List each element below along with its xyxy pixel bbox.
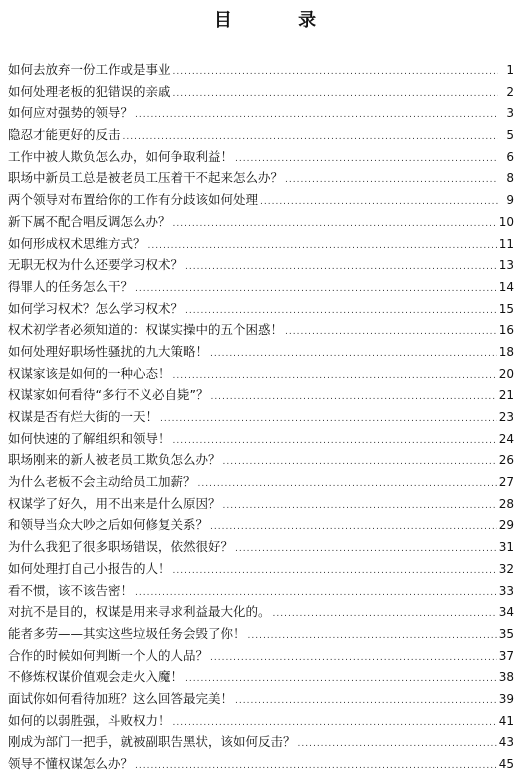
toc-entry[interactable] (8, 124, 514, 146)
dot-leader (285, 170, 498, 192)
toc-entry-title[interactable]: 合作的时候如何判断一个人的人品？ (8, 647, 209, 663)
toc-entry[interactable] (8, 666, 514, 688)
toc-entry-title[interactable]: 面试你如何看待加班？这么回答最完美！ (8, 690, 234, 706)
toc-entry-page-number[interactable]: 14 (498, 279, 514, 294)
toc-entry-page-number[interactable]: 31 (498, 540, 514, 555)
dot-leader (235, 691, 497, 713)
toc-entry-page-number[interactable]: 26 (498, 453, 514, 468)
toc-entry-title[interactable]: 权术初学者必须知道的：权谋实操中的五个困惑！ (8, 322, 284, 338)
toc-entry-page-number[interactable]: 28 (498, 496, 514, 511)
dot-leader (148, 236, 497, 258)
toc-entry-title[interactable]: 隐忍才能更好的反击 (8, 127, 121, 143)
toc-entry[interactable] (8, 428, 514, 450)
toc-entry[interactable] (8, 189, 514, 211)
toc-entry[interactable] (8, 254, 514, 276)
toc-entry[interactable] (8, 363, 514, 385)
toc-entry[interactable] (8, 341, 514, 363)
toc-entry-title[interactable]: 如何学习权术？怎么学习权术？ (8, 300, 184, 316)
dot-leader (273, 604, 497, 626)
toc-entry-title[interactable]: 如何处理老板的犯错误的亲戚 (8, 83, 171, 99)
toc-entry-page-number[interactable]: 20 (498, 366, 514, 381)
toc-entry-page-number[interactable]: 21 (498, 388, 514, 403)
dot-leader (173, 62, 498, 84)
toc-entry[interactable] (8, 59, 514, 81)
toc-entry-title[interactable]: 看不惯，该不该告密！ (8, 582, 134, 598)
toc-entry[interactable] (8, 580, 514, 602)
toc-entry[interactable] (8, 102, 514, 124)
toc-entry-title[interactable]: 权谋家如何看待“多行不义必自毙”？ (8, 387, 209, 403)
toc-entry-title[interactable]: 如何形成权术思维方式？ (8, 235, 146, 251)
toc-entry-title[interactable]: 工作中被人欺负怎么办，如何争取利益！ (8, 148, 234, 164)
toc-entry-page-number[interactable]: 32 (498, 561, 514, 576)
toc-entry[interactable] (8, 211, 514, 233)
toc-entry[interactable] (8, 471, 514, 493)
toc-entry-title[interactable]: 权谋家该是如何的一种心态！ (8, 365, 171, 381)
toc-entry-title[interactable]: 新下属不配合唱反调怎么办？ (8, 213, 171, 229)
toc-entry-title[interactable]: 对抗不是目的，权谋是用来寻求利益最大化的。 (8, 604, 271, 620)
dot-leader (260, 192, 498, 214)
dot-leader (173, 84, 498, 106)
toc-entry[interactable] (8, 623, 514, 645)
toc-entry-title[interactable]: 如何处理打自己小报告的人！ (8, 560, 171, 576)
dot-leader (210, 517, 497, 539)
toc-entry[interactable] (8, 536, 514, 558)
toc-entry-title[interactable]: 和领导当众大吵之后如何修复关系？ (8, 517, 209, 533)
toc-entry-page-number[interactable]: 34 (498, 605, 514, 620)
toc-entry-page-number[interactable]: 13 (498, 258, 514, 273)
dot-leader (285, 322, 497, 344)
toc-entry-title[interactable]: 如何处理好职场性骚扰的九大策略！ (8, 343, 209, 359)
dot-leader (210, 648, 497, 670)
toc-entry-page-number[interactable]: 38 (498, 670, 514, 685)
toc-entry[interactable] (8, 753, 514, 775)
toc-entry-page-number[interactable]: 11 (498, 236, 514, 251)
toc-entry-title[interactable]: 两个领导对布置给你的工作有分歧该如何处理 (8, 192, 259, 208)
toc-entry[interactable] (8, 319, 514, 341)
toc-entry[interactable] (8, 81, 514, 103)
page-title: 目 录 (213, 10, 347, 31)
toc-entry-page-number[interactable]: 37 (498, 648, 514, 663)
toc-entry[interactable] (8, 233, 514, 255)
toc-entry[interactable] (8, 298, 514, 320)
toc-entry-title[interactable]: 职场中新员工总是被老员工压着干不起来怎么办？ (8, 170, 284, 186)
dot-leader (185, 257, 497, 279)
dot-leader (173, 214, 497, 236)
toc-entry-page-number[interactable]: 45 (498, 757, 514, 771)
toc-entry-title[interactable]: 如何快速的了解组织和领导！ (8, 430, 171, 446)
toc-entry-page-number[interactable]: 41 (498, 713, 514, 728)
toc-entry-page-number[interactable]: 6 (506, 149, 514, 164)
toc-entry-title[interactable]: 得罪人的任务怎么干？ (8, 278, 134, 294)
toc-entry-page-number[interactable]: 24 (498, 431, 514, 446)
toc-entry-page-number[interactable]: 5 (506, 128, 514, 143)
toc-entry[interactable] (8, 449, 514, 471)
dot-leader (135, 279, 497, 301)
toc-entry-page-number[interactable]: 33 (498, 583, 514, 598)
toc-entry[interactable] (8, 710, 514, 732)
dot-leader (160, 409, 497, 431)
toc-entry-page-number[interactable]: 39 (498, 691, 514, 706)
dot-leader (198, 474, 497, 496)
toc-entry-title[interactable]: 职场刚来的新人被老员工欺负怎么办？ (8, 452, 221, 468)
dot-leader (210, 344, 497, 366)
dot-leader (173, 366, 497, 388)
toc-entry[interactable] (8, 514, 514, 536)
toc-entry[interactable] (8, 167, 514, 189)
dot-leader (173, 431, 497, 453)
toc-entry-page-number[interactable]: 3 (506, 106, 514, 121)
toc-entry[interactable] (8, 384, 514, 406)
toc-entry[interactable] (8, 558, 514, 580)
dot-leader (135, 105, 498, 127)
toc-entry[interactable] (8, 493, 514, 515)
toc-entry[interactable] (8, 601, 514, 623)
toc-entry-page-number[interactable]: 29 (498, 518, 514, 533)
toc-entry-title[interactable]: 为什么我犯了很多职场错误，依然很好？ (8, 539, 234, 555)
dot-leader (223, 452, 497, 474)
dot-leader (210, 387, 496, 409)
dot-leader (173, 561, 497, 583)
dot-leader (135, 756, 497, 778)
toc-entry-page-number[interactable]: 15 (498, 301, 514, 316)
toc-entry-title[interactable]: 为什么老板不会主动给员工加薪？ (8, 474, 196, 490)
toc-entry-page-number[interactable]: 1 (506, 63, 514, 77)
toc-entry[interactable] (8, 406, 514, 428)
dot-leader (298, 734, 497, 756)
toc-entry-title[interactable]: 领导不懂权谋怎么办？ (8, 756, 134, 771)
dot-leader (248, 626, 497, 648)
toc-entry-page-number[interactable]: 27 (498, 475, 514, 490)
toc-entry-page-number[interactable]: 18 (498, 344, 514, 359)
toc-entry-page-number[interactable]: 23 (498, 410, 514, 424)
toc-entry-title[interactable]: 权谋学了好久，用不出来是什么原因？ (8, 495, 221, 511)
toc-entry[interactable] (8, 688, 514, 710)
toc-list (8, 59, 514, 775)
toc-entry-page-number[interactable]: 2 (506, 84, 514, 99)
toc-entry-page-number[interactable]: 35 (498, 626, 514, 641)
toc-entry-title[interactable]: 无职无权为什么还要学习权术？ (8, 257, 184, 273)
toc-entry[interactable] (8, 645, 514, 667)
toc-entry-title[interactable]: 如何应对强势的领导？ (8, 105, 134, 121)
toc-entry-title[interactable]: 能者多劳——其实这些垃圾任务会毁了你！ (8, 625, 246, 641)
toc-entry-title[interactable]: 如何去放弃一份工作或是事业 (8, 62, 171, 77)
toc-entry[interactable] (8, 146, 514, 168)
toc-entry-page-number[interactable]: 8 (506, 171, 514, 186)
dot-leader (235, 539, 497, 561)
toc-entry-page-number[interactable]: 43 (498, 735, 514, 750)
toc-entry-page-number[interactable]: 16 (498, 323, 514, 338)
toc-entry-title[interactable]: 不修炼权谋价值观会走火入魔！ (8, 669, 184, 685)
toc-entry-page-number[interactable]: 10 (498, 214, 514, 229)
toc-entry-title[interactable]: 如何的以弱胜强，斗败权力！ (8, 712, 171, 728)
dot-leader (223, 496, 497, 518)
toc-entry[interactable] (8, 276, 514, 298)
toc-entry-page-number[interactable]: 9 (506, 193, 514, 208)
toc-entry-title[interactable]: 刚成为部门一把手，就被副职告黑状，该如何反击？ (8, 734, 296, 750)
toc-entry-title[interactable]: 权谋是否有烂大街的一天！ (8, 409, 159, 424)
